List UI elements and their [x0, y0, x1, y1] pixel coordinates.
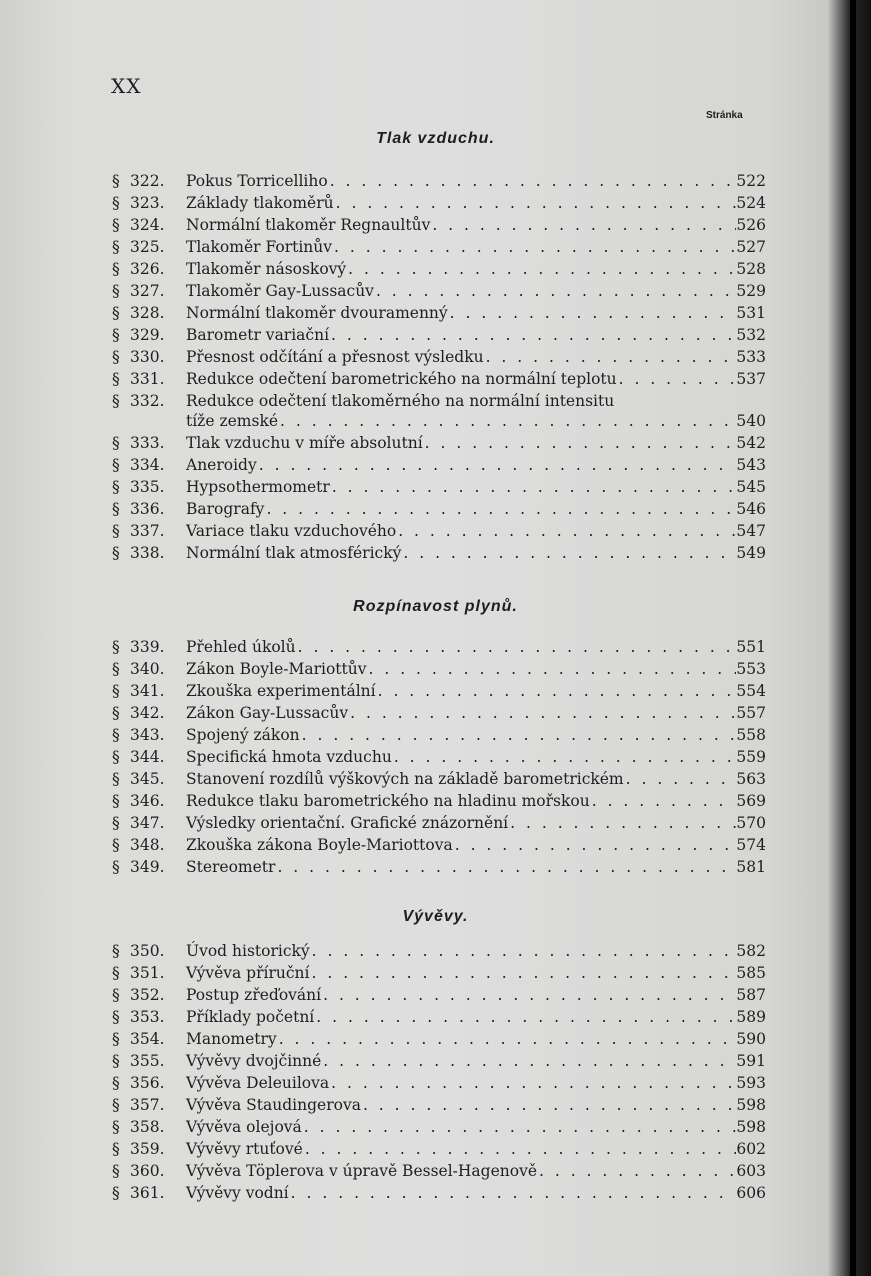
- entry-page: 570: [736, 814, 766, 832]
- leader-dots: [396, 520, 736, 542]
- section-sign: §: [112, 392, 120, 410]
- entry-number: 344.: [130, 748, 165, 766]
- leader-dots: [453, 834, 736, 856]
- entry-title: Normální tlak atmosférický: [186, 544, 402, 562]
- toc-entry: [112, 390, 766, 412]
- entry-page: 546: [736, 500, 766, 518]
- entry-page: 590: [736, 1030, 766, 1048]
- entry-title: Normální tlakoměr dvouramenný: [186, 304, 448, 322]
- leader-dots: [328, 170, 736, 192]
- toc-entry: [112, 680, 766, 702]
- entry-page: 582: [736, 942, 766, 960]
- leader-dots: [430, 214, 736, 236]
- entry-number: 338.: [130, 544, 165, 562]
- leader-dots: [448, 302, 736, 324]
- entry-title: Základy tlakoměrů: [186, 194, 334, 212]
- toc-entry: [112, 984, 766, 1006]
- section-sign: §: [112, 326, 120, 344]
- toc-entry: [112, 346, 766, 368]
- section-sign: §: [112, 792, 120, 810]
- section-sign: §: [112, 638, 120, 656]
- page-column-label: Stránka: [706, 110, 743, 121]
- entry-number: 323.: [130, 194, 165, 212]
- entry-number: 346.: [130, 792, 165, 810]
- section-sign: §: [112, 478, 120, 496]
- toc-entry: [112, 454, 766, 476]
- entry-title: Zkouška experimentální: [186, 682, 376, 700]
- entry-page: 547: [736, 522, 766, 540]
- section-title-tlak-vzduchu: Tlak vzduchu.: [376, 130, 495, 147]
- section-sign: §: [112, 986, 120, 1004]
- entry-page: 543: [736, 456, 766, 474]
- section-sign: §: [112, 1118, 120, 1136]
- entry-number: 361.: [130, 1184, 165, 1202]
- entry-title: Zkouška zákona Boyle-Mariottova: [186, 836, 453, 854]
- entry-title: Vývěva olejová: [186, 1118, 302, 1136]
- leader-dots: [484, 346, 736, 368]
- entry-page: 585: [736, 964, 766, 982]
- entry-title: Přehled úkolů: [186, 638, 296, 656]
- page-number-roman: XX: [111, 74, 142, 98]
- leader-dots: [302, 1116, 736, 1138]
- leader-dots: [278, 410, 736, 432]
- book-spine-shadow: [850, 0, 856, 1276]
- entry-page: 606: [736, 1184, 766, 1202]
- entry-title: Specifická hmota vzduchu: [186, 748, 392, 766]
- leader-dots: [303, 1138, 736, 1160]
- entry-number: 345.: [130, 770, 165, 788]
- entry-number: 322.: [130, 172, 165, 190]
- entry-page: 549: [736, 544, 766, 562]
- entry-page: 559: [736, 748, 766, 766]
- entry-page: 557: [736, 704, 766, 722]
- leader-dots: [275, 856, 736, 878]
- entry-page: 524: [736, 194, 766, 212]
- entry-page: 591: [736, 1052, 766, 1070]
- entry-title: Stanovení rozdílů výškových na základě barometrickém: [186, 770, 624, 788]
- entry-number: 329.: [130, 326, 165, 344]
- entry-number: 334.: [130, 456, 165, 474]
- section-sign: §: [112, 1184, 120, 1202]
- leader-dots: [348, 702, 736, 724]
- entry-title: Vývěvy rtuťové: [186, 1140, 303, 1158]
- entry-number: 347.: [130, 814, 165, 832]
- toc-entry: [112, 658, 766, 680]
- entry-title: Zákon Boyle-Mariottův: [186, 660, 367, 678]
- toc-entry: [112, 856, 766, 878]
- toc-entry: [112, 1138, 766, 1160]
- toc-entry: [112, 192, 766, 214]
- leader-dots: [309, 962, 736, 984]
- entry-title: Úvod historický: [186, 942, 310, 960]
- entry-number: 356.: [130, 1074, 165, 1092]
- leader-dots: [346, 258, 736, 280]
- entry-page: 553: [736, 660, 766, 678]
- entry-title: Tlakoměr Fortinův: [186, 238, 333, 256]
- entry-number: 326.: [130, 260, 165, 278]
- section-sign: §: [112, 370, 120, 388]
- entry-page: 537: [736, 370, 766, 388]
- toc-entry: [112, 432, 766, 454]
- entry-number: 324.: [130, 216, 165, 234]
- entry-page: 531: [736, 304, 766, 322]
- section-sign: §: [112, 1140, 120, 1158]
- entry-title: Manometry: [186, 1030, 277, 1048]
- entry-page: 593: [736, 1074, 766, 1092]
- toc-entry: [112, 746, 766, 768]
- section-sign: §: [112, 456, 120, 474]
- entry-title: Barometr variační: [186, 326, 330, 344]
- section-sign: §: [112, 1008, 120, 1026]
- leader-dots: [329, 324, 736, 346]
- section-sign: §: [112, 1052, 120, 1070]
- leader-dots: [401, 542, 736, 564]
- section-sign: §: [112, 770, 120, 788]
- section-sign: §: [112, 282, 120, 300]
- toc-entry: [112, 214, 766, 236]
- entry-page: 529: [736, 282, 766, 300]
- entry-number: 333.: [130, 434, 165, 452]
- entry-number: 340.: [130, 660, 165, 678]
- entry-title: Vývěva Deleuilova: [186, 1074, 330, 1092]
- leader-dots: [508, 812, 736, 834]
- toc-entry: [112, 520, 766, 542]
- entry-title: tíže zemské: [186, 412, 279, 430]
- entry-title: Tlakoměr násoskový: [186, 260, 347, 278]
- entry-number: 351.: [130, 964, 165, 982]
- toc-entry: [112, 302, 766, 324]
- entry-number: 330.: [130, 348, 165, 366]
- toc-entry: [112, 962, 766, 984]
- entry-page: 581: [736, 858, 766, 876]
- entry-number: 348.: [130, 836, 165, 854]
- section-sign: §: [112, 964, 120, 982]
- toc-entry: [112, 812, 766, 834]
- section-sign: §: [112, 238, 120, 256]
- leader-dots: [330, 476, 736, 498]
- leader-dots: [329, 1072, 736, 1094]
- entry-page: 527: [736, 238, 766, 256]
- leader-dots: [321, 1050, 736, 1072]
- entry-title: Redukce tlaku barometrického na hladinu mořskou: [186, 792, 590, 810]
- leader-dots: [332, 236, 736, 258]
- section-sign: §: [112, 858, 120, 876]
- leader-dots: [300, 724, 736, 746]
- toc-entry: [112, 368, 766, 390]
- leader-dots: [277, 1028, 736, 1050]
- entry-title: Stereometr: [186, 858, 276, 876]
- section-sign: §: [112, 194, 120, 212]
- toc-entry: [112, 636, 766, 658]
- toc-entry: [112, 1072, 766, 1094]
- section-title-rozpinavost-plynu: Rozpínavost plynů.: [353, 598, 518, 615]
- leader-dots: [423, 432, 736, 454]
- leader-dots: [537, 1160, 736, 1182]
- toc-entry: [112, 170, 766, 192]
- leader-dots: [334, 192, 736, 214]
- entry-title: Vývěvy dvojčinné: [186, 1052, 322, 1070]
- entry-number: 353.: [130, 1008, 165, 1026]
- entry-number: 328.: [130, 304, 165, 322]
- leader-dots: [624, 768, 736, 790]
- section-sign: §: [112, 682, 120, 700]
- entry-page: 563: [736, 770, 766, 788]
- leader-dots: [264, 498, 736, 520]
- toc-entry: [112, 834, 766, 856]
- leader-dots: [617, 368, 736, 390]
- leader-dots: [257, 454, 736, 476]
- entry-title: Tlakoměr Gay-Lussacův: [186, 282, 374, 300]
- section-sign: §: [112, 1074, 120, 1092]
- section-sign: §: [112, 304, 120, 322]
- entry-title: Barografy: [186, 500, 265, 518]
- entry-number: 342.: [130, 704, 165, 722]
- entry-title: Normální tlakoměr Regnaultův: [186, 216, 431, 234]
- entry-number: 339.: [130, 638, 165, 656]
- toc-entry: [112, 702, 766, 724]
- toc-entry: [112, 940, 766, 962]
- entry-page: 540: [736, 412, 766, 430]
- leader-dots: [321, 984, 736, 1006]
- toc-entry: [112, 1050, 766, 1072]
- entry-number: 335.: [130, 478, 165, 496]
- section-sign: §: [112, 216, 120, 234]
- leader-dots: [392, 746, 736, 768]
- entry-number: 327.: [130, 282, 165, 300]
- entry-title: Tlak vzduchu v míře absolutní: [186, 434, 423, 452]
- toc-entry: [112, 1116, 766, 1138]
- toc-entry: [112, 324, 766, 346]
- entry-title: Variace tlaku vzduchového: [186, 522, 397, 540]
- entry-title: Pokus Torricelliho: [186, 172, 328, 190]
- toc-entry-continuation: [186, 410, 766, 432]
- section-sign: §: [112, 660, 120, 678]
- section-sign: §: [112, 726, 120, 744]
- toc-entry: [112, 476, 766, 498]
- section-sign: §: [112, 836, 120, 854]
- section-sign: §: [112, 544, 120, 562]
- section-sign: §: [112, 500, 120, 518]
- entry-page: 522: [736, 172, 766, 190]
- section-sign: §: [112, 1162, 120, 1180]
- entry-number: 354.: [130, 1030, 165, 1048]
- entry-title: Redukce odečtení barometrického na normální teplotu: [186, 370, 617, 388]
- entry-page: 542: [736, 434, 766, 452]
- toc-entry: [112, 236, 766, 258]
- entry-title: Výsledky orientační. Grafické znázornění: [186, 814, 509, 832]
- leader-dots: [374, 280, 736, 302]
- toc-entry: [112, 542, 766, 564]
- section-sign: §: [112, 172, 120, 190]
- toc-entry: [112, 280, 766, 302]
- toc-entry: [112, 1182, 766, 1204]
- toc-entry: [112, 1160, 766, 1182]
- entry-page: 587: [736, 986, 766, 1004]
- section-sign: §: [112, 814, 120, 832]
- section-sign: §: [112, 1030, 120, 1048]
- entry-number: 349.: [130, 858, 165, 876]
- entry-page: 598: [736, 1096, 766, 1114]
- entry-title: Vývěva Staudingerova: [186, 1096, 361, 1114]
- entry-page: 558: [736, 726, 766, 744]
- entry-number: 337.: [130, 522, 165, 540]
- leader-dots: [296, 636, 736, 658]
- entry-page: 528: [736, 260, 766, 278]
- entry-page: 589: [736, 1008, 766, 1026]
- toc-entry: [112, 790, 766, 812]
- entry-title: Přesnost odčítání a přesnost výsledku: [186, 348, 484, 366]
- entry-title: Hypsothermometr: [186, 478, 330, 496]
- entry-number: 360.: [130, 1162, 165, 1180]
- entry-page: 532: [736, 326, 766, 344]
- entry-title: Aneroidy: [186, 456, 257, 474]
- entry-title: Vývěvy vodní: [186, 1184, 289, 1202]
- entry-number: 355.: [130, 1052, 165, 1070]
- section-sign: §: [112, 434, 120, 452]
- entry-title: Příklady početní: [186, 1008, 315, 1026]
- section-sign: §: [112, 942, 120, 960]
- section-sign: §: [112, 1096, 120, 1114]
- entry-title: Vývěva Töplerova v úpravě Bessel-Hagenově: [186, 1162, 537, 1180]
- entry-number: 357.: [130, 1096, 165, 1114]
- toc-entry: [112, 498, 766, 520]
- leader-dots: [289, 1182, 736, 1204]
- leader-dots: [314, 1006, 736, 1028]
- entry-page: 603: [736, 1162, 766, 1180]
- entry-page: 545: [736, 478, 766, 496]
- entry-number: 343.: [130, 726, 165, 744]
- toc-entry: [112, 724, 766, 746]
- section-sign: §: [112, 522, 120, 540]
- leader-dots: [367, 658, 737, 680]
- entry-page: 598: [736, 1118, 766, 1136]
- entry-page: 574: [736, 836, 766, 854]
- entry-number: 325.: [130, 238, 165, 256]
- entry-number: 358.: [130, 1118, 165, 1136]
- entry-page: 526: [736, 216, 766, 234]
- toc-entry: [112, 258, 766, 280]
- entry-title: Zákon Gay-Lussacův: [186, 704, 349, 722]
- leader-dots: [376, 680, 736, 702]
- section-sign: §: [112, 348, 120, 366]
- section-title-vyvevy: Vývěvy.: [402, 908, 469, 925]
- entry-title: Vývěva příruční: [186, 964, 310, 982]
- entry-page: 554: [736, 682, 766, 700]
- entry-title: Spojený zákon: [186, 726, 300, 744]
- entry-page: 569: [736, 792, 766, 810]
- entry-page: 602: [736, 1140, 766, 1158]
- leader-dots: [310, 940, 736, 962]
- entry-number: 332.: [130, 392, 165, 410]
- entry-title: Postup zřeďování: [186, 986, 322, 1004]
- toc-entry: [112, 768, 766, 790]
- entry-number: 341.: [130, 682, 165, 700]
- leader-dots: [590, 790, 736, 812]
- toc-entry: [112, 1028, 766, 1050]
- entry-title: Redukce odečtení tlakoměrného na normální intensitu: [186, 392, 615, 410]
- section-sign: §: [112, 748, 120, 766]
- entry-number: 352.: [130, 986, 165, 1004]
- entry-number: 331.: [130, 370, 165, 388]
- entry-number: 350.: [130, 942, 165, 960]
- leader-dots: [361, 1094, 736, 1116]
- section-sign: §: [112, 260, 120, 278]
- toc-entry: [112, 1006, 766, 1028]
- entry-page: 533: [736, 348, 766, 366]
- entry-number: 336.: [130, 500, 165, 518]
- toc-entry: [112, 1094, 766, 1116]
- entry-page: 551: [736, 638, 766, 656]
- section-sign: §: [112, 704, 120, 722]
- entry-number: 359.: [130, 1140, 165, 1158]
